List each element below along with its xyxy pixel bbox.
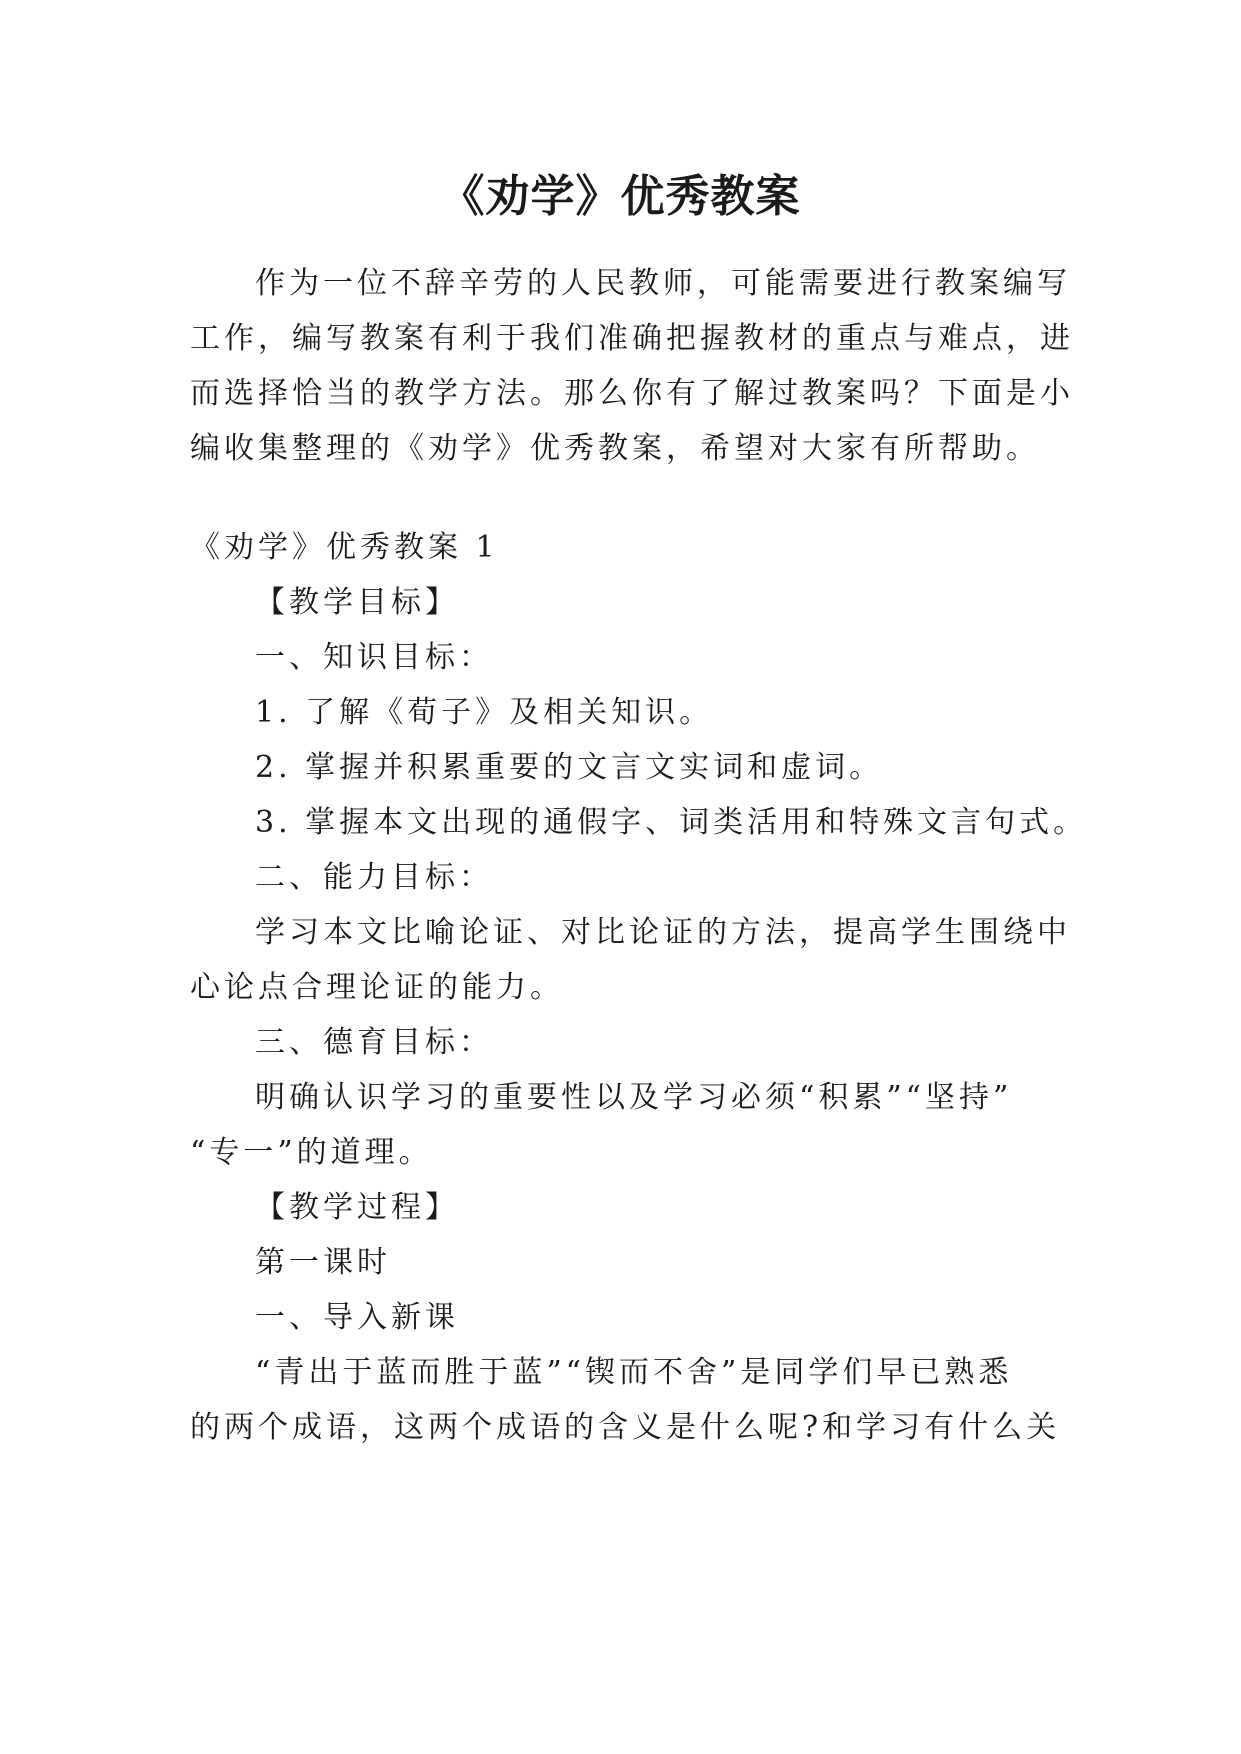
lesson-heading: 第一课时 bbox=[255, 1245, 391, 1280]
moral-heading: 三、德育目标： bbox=[255, 1025, 493, 1060]
knowledge-item: 3. 掌握本文出现的通假字、词类活用和特殊文言句式。 bbox=[255, 805, 1088, 840]
intro-line-3: 而选择恰当的教学方法。那么你有了解过教案吗？下面是小 bbox=[190, 376, 1074, 411]
ability-heading: 二、能力目标： bbox=[255, 860, 493, 895]
new-lesson-text-line-2: 的两个成语，这两个成语的含义是什么呢?和学习有什么关 bbox=[190, 1410, 1061, 1445]
objectives-heading: 【教学目标】 bbox=[255, 585, 459, 620]
knowledge-item: 1. 了解《荀子》及相关知识。 bbox=[255, 695, 714, 730]
knowledge-heading: 一、知识目标： bbox=[255, 640, 493, 675]
document-title: 《劝学》优秀教案 bbox=[440, 171, 801, 222]
process-heading: 【教学过程】 bbox=[255, 1190, 459, 1225]
intro-line-2: 工作，编写教案有利于我们准确把握教材的重点与难点，进 bbox=[190, 321, 1074, 356]
new-lesson-text-line-1: “青出于蓝而胜于蓝”“锲而不舍”是同学们早已熟悉 bbox=[255, 1355, 1013, 1390]
ability-text-line-2: 心论点合理论证的能力。 bbox=[190, 970, 564, 1005]
new-lesson-heading: 一、导入新课 bbox=[255, 1300, 459, 1335]
section-heading: 《劝学》优秀教案 1 bbox=[190, 530, 499, 565]
ability-text-line-1: 学习本文比喻论证、对比论证的方法，提高学生围绕中 bbox=[255, 915, 1071, 950]
intro-line-4: 编收集整理的《劝学》优秀教案，希望对大家有所帮助。 bbox=[190, 431, 1040, 466]
moral-text-line-1: 明确认识学习的重要性以及学习必须“积累”“坚持” bbox=[255, 1080, 1013, 1115]
moral-text-line-2: “专一”的道理。 bbox=[190, 1135, 433, 1170]
intro-line-1: 作为一位不辞辛劳的人民教师，可能需要进行教案编写 bbox=[255, 266, 1071, 301]
knowledge-item: 2. 掌握并积累重要的文言文实词和虚词。 bbox=[255, 750, 884, 785]
